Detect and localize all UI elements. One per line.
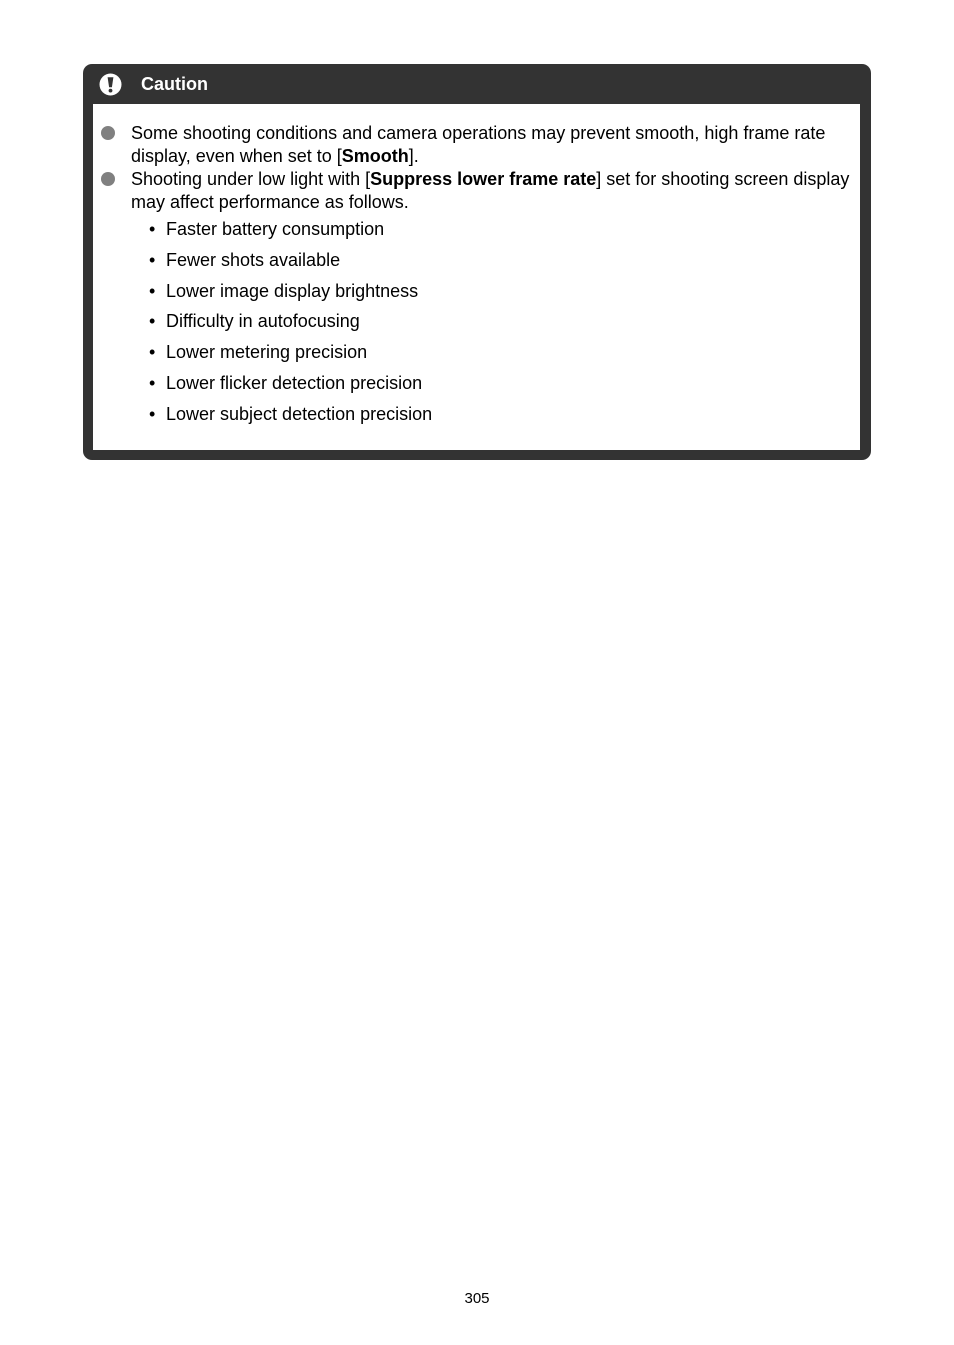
list-item-text: Lower image display brightness bbox=[166, 281, 419, 301]
caution-body bbox=[93, 104, 860, 450]
caution-bullet-low-light bbox=[131, 168, 851, 214]
bullet-text: Some shooting conditions and camera operations may prevent smooth, high frame rate display, even when set to [ bbox=[131, 123, 826, 166]
sub-bullet-glyph: • bbox=[149, 219, 156, 239]
sub-bullet-glyph: • bbox=[149, 250, 156, 270]
bullet-dot bbox=[101, 126, 115, 140]
list-item bbox=[149, 310, 360, 332]
exclamation-icon bbox=[99, 73, 122, 96]
caution-bullet-smooth bbox=[131, 122, 851, 168]
list-item bbox=[149, 249, 340, 271]
list-item-text: Lower metering precision bbox=[166, 342, 368, 362]
bullet-text: Shooting under low light with [ bbox=[131, 169, 371, 189]
bullet-dot bbox=[101, 172, 115, 186]
bullet-text: ] set for shooting screen display may affect performance as follows. bbox=[131, 169, 850, 212]
sub-bullet-glyph: • bbox=[149, 342, 156, 362]
bullet-bold-term: Suppress lower frame rate bbox=[370, 169, 597, 189]
list-item bbox=[149, 372, 422, 394]
list-item bbox=[149, 403, 432, 425]
list-item bbox=[149, 280, 418, 302]
caution-title: Caution bbox=[141, 74, 208, 94]
list-item-text: Faster battery consumption bbox=[166, 219, 385, 239]
bullet-bold-term: Smooth bbox=[341, 146, 409, 166]
list-item-text: Lower flicker detection precision bbox=[166, 373, 423, 393]
bullet-text: ]. bbox=[408, 146, 419, 166]
caution-box bbox=[83, 64, 871, 460]
list-item-text: Fewer shots available bbox=[166, 250, 341, 270]
sub-bullet-glyph: • bbox=[149, 311, 156, 331]
sub-bullet-glyph: • bbox=[149, 281, 156, 301]
list-item bbox=[149, 218, 384, 240]
list-item bbox=[149, 341, 367, 363]
sub-bullet-glyph: • bbox=[149, 373, 156, 393]
caution-header bbox=[83, 64, 871, 104]
sub-bullet-glyph: • bbox=[149, 404, 156, 424]
list-item-text: Difficulty in autofocusing bbox=[166, 311, 360, 331]
list-item-text: Lower subject detection precision bbox=[166, 404, 433, 424]
page-number: 305 bbox=[464, 1290, 490, 1307]
